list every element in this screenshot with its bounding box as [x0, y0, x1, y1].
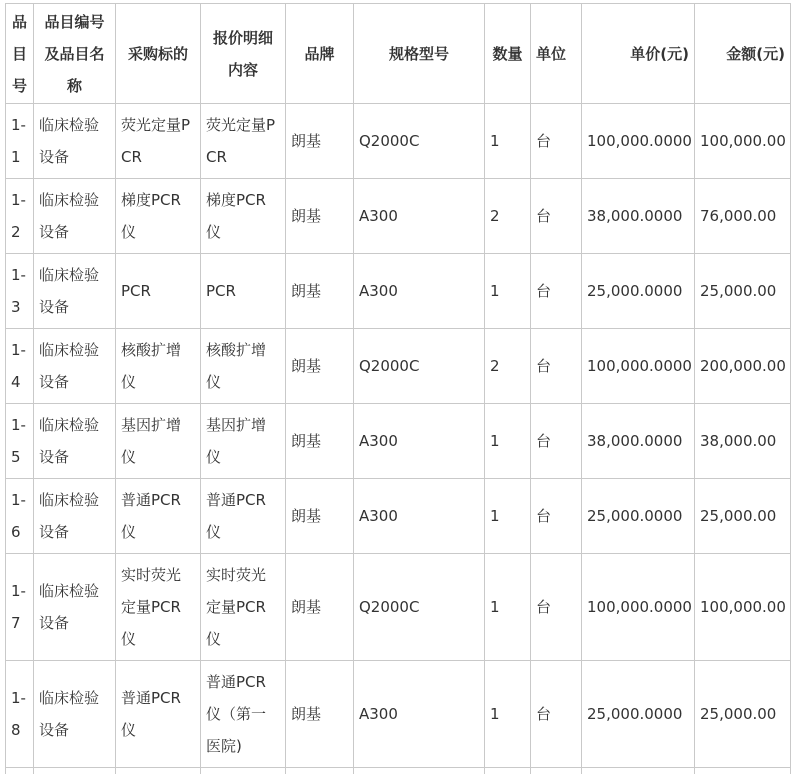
cell-empty [116, 768, 201, 774]
cell-model: A300 [354, 404, 485, 479]
cell-brand: 朗基 [286, 479, 354, 554]
cell-unit-price: 100,000.0000 [582, 329, 695, 404]
cell-unit-price: 100,000.0000 [582, 554, 695, 661]
cell-item-name: 临床检验设备 [34, 254, 116, 329]
cell-amount: 25,000.00 [695, 661, 791, 768]
cell-unit: 台 [531, 329, 582, 404]
header-unit: 单位 [531, 4, 582, 104]
table-row [6, 329, 791, 404]
cell-detail: 基因扩增仪 [201, 404, 286, 479]
cell-brand: 朗基 [286, 554, 354, 661]
cell-empty [531, 768, 582, 774]
table-row [6, 479, 791, 554]
cell-item-no: 1-2 [6, 179, 34, 254]
cell-brand: 朗基 [286, 179, 354, 254]
cell-target: PCR [116, 254, 201, 329]
cell-item-no: 1-7 [6, 554, 34, 661]
cell-amount: 25,000.00 [695, 254, 791, 329]
cell-item-no: 1-1 [6, 104, 34, 179]
cell-unit: 台 [531, 404, 582, 479]
cell-item-no: 1-3 [6, 254, 34, 329]
cell-empty [695, 768, 791, 774]
cell-item-no: 1-5 [6, 404, 34, 479]
cell-item-name: 临床检验设备 [34, 554, 116, 661]
table-row [6, 404, 791, 479]
cell-unit-price: 25,000.0000 [582, 479, 695, 554]
cell-item-name: 临床检验设备 [34, 329, 116, 404]
table-row [6, 179, 791, 254]
cell-item-name: 临床检验设备 [34, 104, 116, 179]
table-row-partial [6, 768, 791, 774]
cell-amount: 38,000.00 [695, 404, 791, 479]
header-item-no: 品目号 [6, 4, 34, 104]
cell-qty: 1 [485, 404, 531, 479]
procurement-quote-table [5, 3, 791, 774]
cell-empty [354, 768, 485, 774]
cell-target: 普通PCR仪 [116, 479, 201, 554]
table-row [6, 254, 791, 329]
cell-unit: 台 [531, 661, 582, 768]
cell-unit: 台 [531, 179, 582, 254]
cell-target: 基因扩增仪 [116, 404, 201, 479]
cell-qty: 1 [485, 254, 531, 329]
header-amount: 金额(元) [695, 4, 791, 104]
cell-qty: 1 [485, 661, 531, 768]
header-model: 规格型号 [354, 4, 485, 104]
cell-detail: 实时荧光定量PCR仪 [201, 554, 286, 661]
cell-unit: 台 [531, 479, 582, 554]
cell-empty [6, 768, 34, 774]
cell-brand: 朗基 [286, 404, 354, 479]
cell-amount: 100,000.00 [695, 554, 791, 661]
cell-item-no: 1-4 [6, 329, 34, 404]
cell-amount: 76,000.00 [695, 179, 791, 254]
header-item-name: 品目编号及品目名称 [34, 4, 116, 104]
cell-empty [485, 768, 531, 774]
cell-model: Q2000C [354, 329, 485, 404]
cell-item-name: 临床检验设备 [34, 661, 116, 768]
cell-amount: 25,000.00 [695, 479, 791, 554]
cell-qty: 2 [485, 179, 531, 254]
cell-model: A300 [354, 254, 485, 329]
cell-target: 核酸扩增仪 [116, 329, 201, 404]
cell-unit-price: 25,000.0000 [582, 661, 695, 768]
cell-unit: 台 [531, 104, 582, 179]
cell-target: 普通PCR仪 [116, 661, 201, 768]
cell-unit-price: 25,000.0000 [582, 254, 695, 329]
table-row [6, 554, 791, 661]
header-qty: 数量 [485, 4, 531, 104]
header-brand: 品牌 [286, 4, 354, 104]
header-target: 采购标的 [116, 4, 201, 104]
cell-qty: 1 [485, 104, 531, 179]
cell-target: 梯度PCR仪 [116, 179, 201, 254]
cell-empty [201, 768, 286, 774]
cell-detail: 梯度PCR仪 [201, 179, 286, 254]
header-unit-price: 单价(元) [582, 4, 695, 104]
cell-qty: 2 [485, 329, 531, 404]
cell-detail: 普通PCR仪（第一医院) [201, 661, 286, 768]
cell-brand: 朗基 [286, 661, 354, 768]
cell-empty [286, 768, 354, 774]
header-detail: 报价明细内容 [201, 4, 286, 104]
cell-target: 荧光定量PCR [116, 104, 201, 179]
cell-detail: 核酸扩增仪 [201, 329, 286, 404]
cell-detail: PCR [201, 254, 286, 329]
cell-model: A300 [354, 661, 485, 768]
table-row [6, 661, 791, 768]
cell-model: A300 [354, 479, 485, 554]
table-header-row [6, 4, 791, 104]
table-row [6, 104, 791, 179]
cell-item-name: 临床检验设备 [34, 479, 116, 554]
cell-qty: 1 [485, 554, 531, 661]
cell-brand: 朗基 [286, 104, 354, 179]
cell-item-no: 1-8 [6, 661, 34, 768]
cell-qty: 1 [485, 479, 531, 554]
cell-amount: 200,000.00 [695, 329, 791, 404]
cell-target: 实时荧光定量PCR仪 [116, 554, 201, 661]
cell-detail: 普通PCR仪 [201, 479, 286, 554]
cell-model: Q2000C [354, 554, 485, 661]
cell-brand: 朗基 [286, 329, 354, 404]
cell-unit-price: 38,000.0000 [582, 404, 695, 479]
cell-item-name: 临床检验设备 [34, 179, 116, 254]
cell-empty [582, 768, 695, 774]
cell-unit-price: 100,000.0000 [582, 104, 695, 179]
cell-empty [34, 768, 116, 774]
cell-amount: 100,000.00 [695, 104, 791, 179]
cell-model: A300 [354, 179, 485, 254]
cell-item-no: 1-6 [6, 479, 34, 554]
cell-unit: 台 [531, 554, 582, 661]
cell-item-name: 临床检验设备 [34, 404, 116, 479]
cell-brand: 朗基 [286, 254, 354, 329]
cell-unit: 台 [531, 254, 582, 329]
cell-model: Q2000C [354, 104, 485, 179]
cell-unit-price: 38,000.0000 [582, 179, 695, 254]
cell-detail: 荧光定量PCR [201, 104, 286, 179]
